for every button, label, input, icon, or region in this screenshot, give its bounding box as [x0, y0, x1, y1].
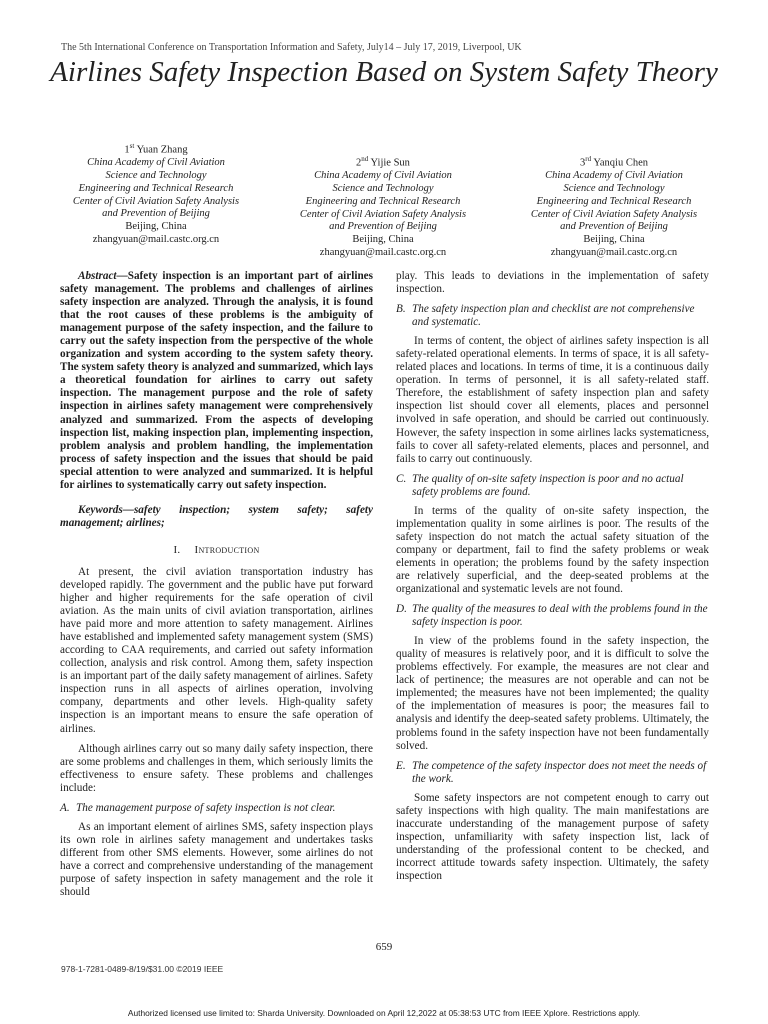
author-affiliation-line: and Prevention of Beijing: [102, 208, 210, 220]
paragraph: Although airlines carry out so many daily safety inspection, there are some problems and challenges in them, which seriously limits the effectiveness to ensure safety. These problems and challenges include:: [60, 742, 373, 794]
left-column: [60, 270, 373, 899]
paper-title: Airlines Safety Inspection Based on System Safety Theory: [50, 56, 718, 88]
author-affiliation-line: Center of Civil Aviation Safety Analysis: [299, 208, 467, 220]
author-city: Beijing, China: [352, 234, 414, 246]
subsection-heading: D. The quality of the measures to deal with the problems found in the safety inspection is poor.: [396, 603, 708, 629]
author-affiliation-line: Science and Technology: [563, 183, 665, 195]
author-affiliation-line: Engineering and Technical Research: [536, 195, 692, 207]
author-affiliation-line: Engineering and Technical Research: [305, 195, 461, 207]
author-email: zhangyuan@mail.castc.org.cn: [550, 247, 678, 259]
page-number: 659: [375, 941, 393, 953]
author-affiliation-line: China Academy of Civil Aviation: [314, 170, 452, 182]
author-affiliation-line: Center of Civil Aviation Safety Analysis: [72, 195, 240, 207]
author-affiliation-line: China Academy of Civil Aviation: [87, 157, 225, 169]
author-email: zhangyuan@mail.castc.org.cn: [319, 247, 447, 259]
paragraph: In terms of the quality of on-site safety inspection, the implementation quality in some airlines is poor. The results of the safety inspection do not match the actual safety situation of the company or department, fail to find the safety problems or weak elements in operation; the problems found by the safety inspection are relatively superficial, and the deep-seated problems at the organizational and systematic levels are not found.: [396, 504, 709, 596]
paragraph: play. This leads to deviations in the implementation of safety inspection.: [396, 270, 709, 296]
author-affiliation-line: and Prevention of Beijing: [560, 221, 668, 233]
author-affiliation-line: and Prevention of Beijing: [329, 221, 437, 233]
license-notice: Authorized licensed use limited to: Sharda University. Downloaded on April 12,2022 at 05:38:53 UTC from IEEE Xplore. Restrictions apply.: [127, 1008, 641, 1018]
paragraph: In view of the problems found in the safety inspection, the quality of measures is relatively poor, and it is difficult to solve the problems effectively. For example, the measures are not clear and lack of pertinence; the measures are not operable and can not be implemented; the measures have not been implemented; the quality of the implementation of measures is poor; the measures fail to analysis and identify the deep-seated safety problems. Ultimately, the problems found in the safety inspection have not been fundamentally solved.: [396, 635, 709, 752]
keywords: Keywords—safety inspection; system safety; safety management; airlines;: [60, 503, 373, 529]
author-block-1: [56, 140, 256, 247]
paragraph: Some safety inspectors are not competent enough to carry out safety inspections with high quality. The main manifestations are inaccurate understanding of the management purpose of safety inspection, unfamiliarity with safety inspection list, lack of understanding of the professional content to be checked, and incorrect attitude towards safety inspection. Ultimately, the safety inspection: [396, 791, 709, 882]
author-city: Beijing, China: [125, 221, 187, 233]
section-heading: I. Introduction: [173, 543, 260, 556]
abstract-lead: Abstract: [78, 270, 117, 282]
author-name: 2nd Yijie Sun: [356, 155, 410, 169]
author-city: Beijing, China: [583, 234, 645, 246]
isbn-line: 978-1-7281-0489-8/19/$31.00 ©2019 IEEE: [61, 964, 224, 974]
subsection-heading: E. The competence of the safety inspector does not meet the needs of the work.: [396, 759, 707, 785]
abstract-text: —Safety inspection is an important part of airlines safety management. The problems and challenges of airlines safety inspection are analyzed. Through the analysis, it is found that the root causes of these problems is the ambiguity of management purpose of the safety inspection, and the failure to carry out the safety inspection from the perspective of the whole organization and system according to the system safety theory. The system safety theory is analyzed and summarized, which lays a theoretical foundation for airlines to carry out safety inspection. The management purpose and the role of safety inspection in airlines safety management were comprehensively analyzed and summarized. From the aspects of developing inspection list, making inspection plan, implementing inspection, problem analysis and problem handling, the implementation process of safety inspection and the issues that should be paid special attention to were analyzed and summarized. It is helpful for airlines to systematically carry out safety inspection.: [60, 270, 373, 491]
author-block-2: [283, 153, 483, 260]
abstract: [60, 270, 373, 492]
author-email: zhangyuan@mail.castc.org.cn: [92, 234, 220, 246]
author-affiliation-line: Center of Civil Aviation Safety Analysis: [530, 208, 698, 220]
author-affiliation-line: Science and Technology: [105, 170, 207, 182]
paragraph: At present, the civil aviation transportation industry has developed rapidly. The government and the public have put forward higher and higher requirements for the safe operation of civil aviation. As the main units of civil aviation transportation, airlines have paid more and more attention to safety management. Airlines have established and implemented safety management system (SMS) according to CAA requirements, and carried out safety information collection, analysis and risk control. Among them, safety inspection is an important part of the daily safety management of airlines. Safety inspection runs in all aspects of airlines operation, involving company, departments and other levels. High-quality safety inspection is an important means to ensure the safe operation of airlines.: [60, 565, 373, 735]
subsection-heading: A. The management purpose of safety inspection is not clear.: [60, 801, 336, 814]
author-name: 1st Yuan Zhang: [124, 142, 188, 156]
subsection-heading: B. The safety inspection plan and checklist are not comprehensive and systematic.: [396, 303, 695, 329]
paragraph: As an important element of airlines SMS, safety inspection plays its own role in airlines safety management and undertakes tasks different from other SMS elements. However, some airlines do not have a correct and comprehensive understanding of the management purpose of safety inspection in safety management and the role it should: [60, 820, 373, 899]
right-column: [396, 270, 709, 883]
author-affiliation-line: Science and Technology: [332, 183, 434, 195]
paragraph: In terms of content, the object of airlines safety inspection is all safety-related operational elements. In terms of space, it is all safety-related places and locations. In terms of time, it is a continuous daily operation. In terms of personnel, it is all safety-related staff. Therefore, the establishment of safety inspection plan and safety inspection list should cover all elements, places and personnel involved in safe operation, and should be carried out continuously. However, the safety inspection in some airlines lacks systematicness, fails to cover all safety-related elements, places and personnel, and fails to carry out continuously.: [396, 335, 709, 465]
conference-header: The 5th International Conference on Transportation Information and Safety, July14 – July 17, 2019, Liverpool, UK: [61, 42, 522, 53]
subsection-heading: C. The quality of on-site safety inspection is poor and no actual safety problems are found.: [396, 472, 684, 498]
author-affiliation-line: Engineering and Technical Research: [78, 182, 234, 194]
author-name: 3rd Yanqiu Chen: [580, 155, 648, 169]
author-affiliation-line: China Academy of Civil Aviation: [545, 170, 683, 182]
author-block-3: [514, 153, 714, 260]
